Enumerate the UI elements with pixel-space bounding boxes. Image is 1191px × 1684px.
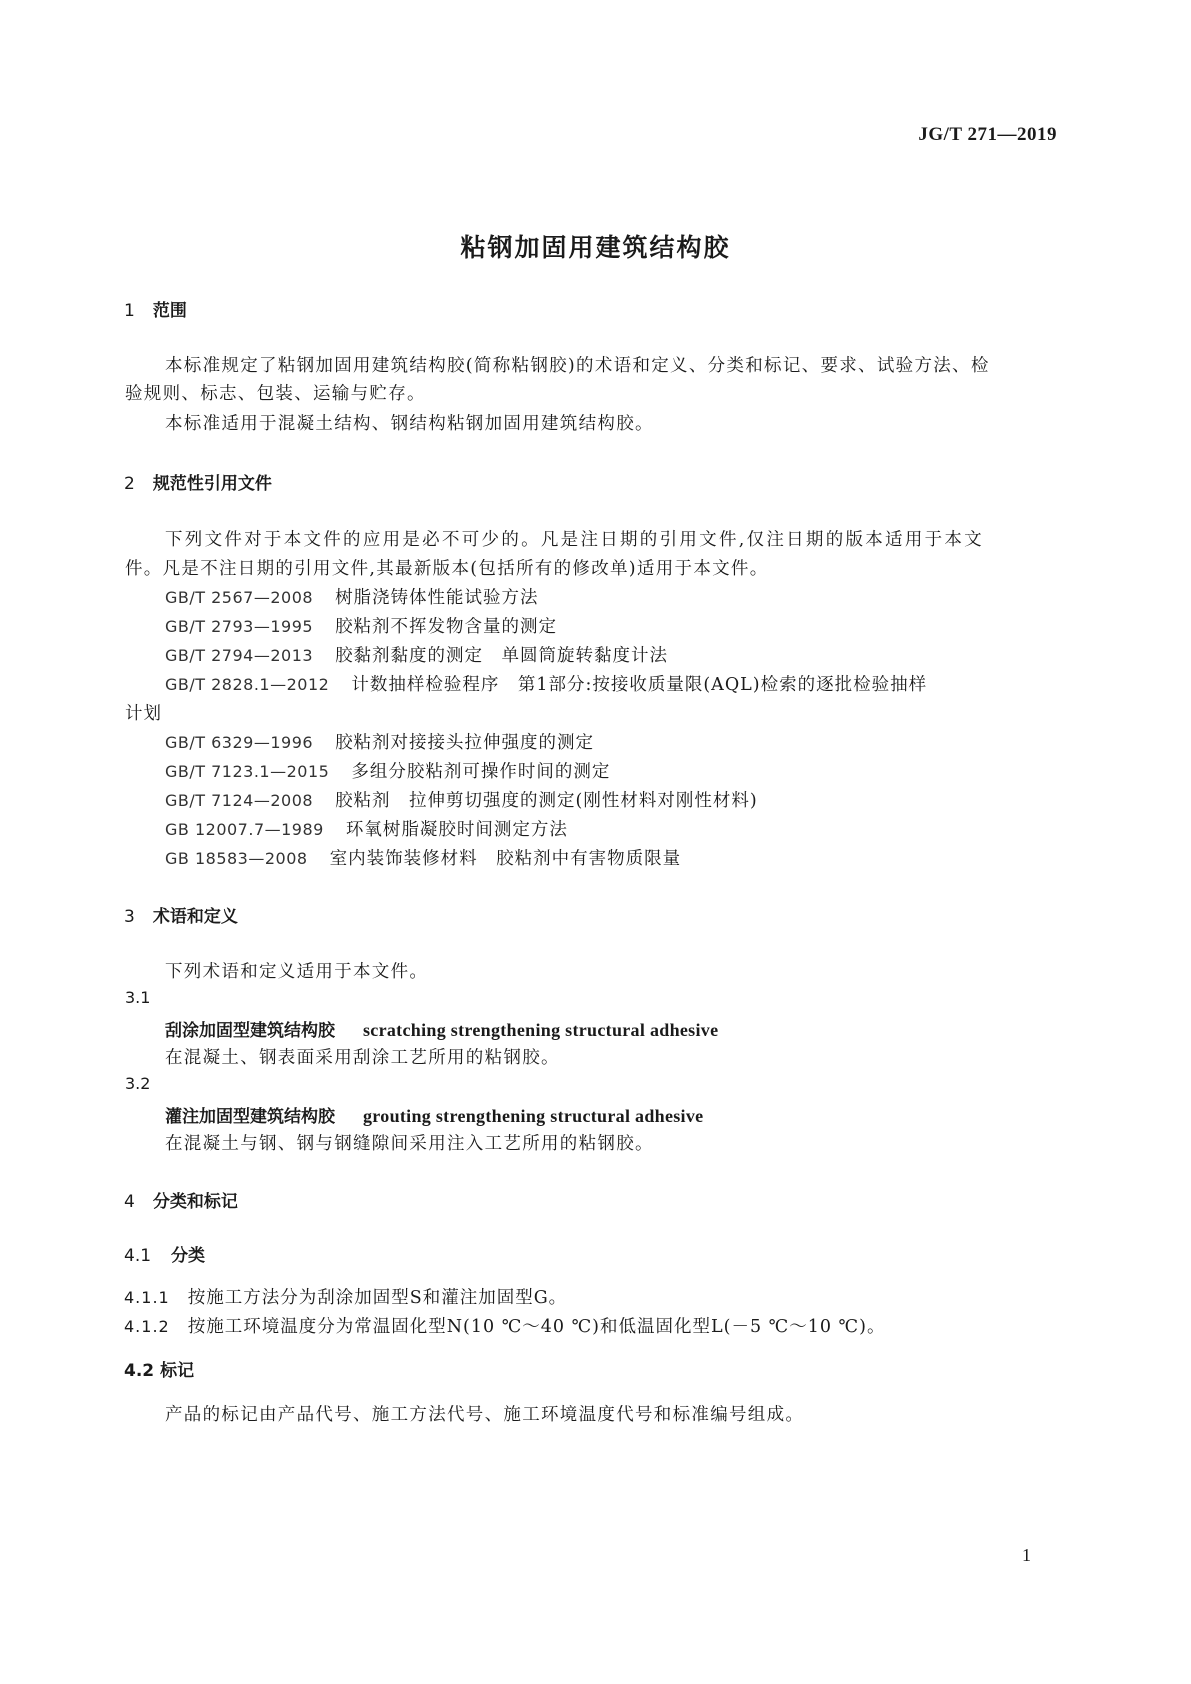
- clause-4-1-2: [124, 1313, 885, 1338]
- subsection-title: 分类: [171, 1246, 206, 1266]
- term-number: 3.2: [125, 1074, 151, 1093]
- term-english: grouting strengthening structural adhesive: [363, 1106, 704, 1126]
- scope-paragraph-2: 本标准适用于混凝土结构、钢结构粘钢加固用建筑结构胶。: [165, 414, 654, 434]
- term-chinese: 灌注加固型建筑结构胶: [165, 1107, 335, 1127]
- scope-paragraph-line-2: 验规则、标志、包装、运输与贮存。: [125, 384, 426, 404]
- section-number: 4: [124, 1192, 135, 1212]
- term-chinese: 刮涂加固型建筑结构胶: [165, 1021, 335, 1041]
- section-1-heading: [124, 296, 187, 321]
- section-2-heading: [124, 469, 272, 494]
- reference-code: GB/T 2793—1995: [165, 617, 314, 636]
- section-number: 2: [124, 474, 135, 494]
- subsection-4-2-heading: [124, 1356, 194, 1381]
- reference-item: [165, 729, 594, 754]
- reference-title: 胶黏剂黏度的测定 单圆筒旋转黏度计法: [335, 646, 669, 666]
- section-title: 术语和定义: [152, 907, 238, 927]
- reference-title: 室内装饰装修材料 胶粘剂中有害物质限量: [329, 849, 682, 869]
- reference-item: [165, 642, 668, 667]
- marking-paragraph: 产品的标记由产品代号、施工方法代号、施工环境温度代号和标准编号组成。: [165, 1405, 805, 1425]
- term-english: scratching strengthening structural adhesive: [363, 1020, 719, 1040]
- subsection-title: 标记: [160, 1361, 195, 1381]
- reference-title: 多组分胶粘剂可操作时间的测定: [351, 762, 611, 782]
- reference-title: 胶粘剂不挥发物含量的测定: [335, 617, 558, 637]
- clause-text: 按施工方法分为刮涂加固型S和灌注加固型G。: [187, 1288, 568, 1308]
- reference-item: [165, 671, 927, 696]
- reference-item: [165, 845, 681, 870]
- section-number: 3: [124, 907, 135, 927]
- reference-code: GB/T 2794—2013: [165, 646, 314, 665]
- subsection-4-1-heading: [124, 1241, 205, 1266]
- reference-item: [165, 816, 568, 841]
- terms-intro: 下列术语和定义适用于本文件。: [165, 962, 429, 982]
- scope-paragraph-line-1: 本标准规定了粘钢加固用建筑结构胶(简称粘钢胶)的术语和定义、分类和标记、要求、试验方法、检: [165, 356, 990, 376]
- term-definition: 在混凝土与钢、钢与钢缝隙间采用注入工艺所用的粘钢胶。: [165, 1134, 654, 1154]
- term-number: 3.1: [125, 988, 151, 1007]
- reference-title: 计数抽样检验程序 第1部分:按接收质量限(AQL)检索的逐批检验抽样: [351, 675, 928, 695]
- term-heading: [165, 1016, 718, 1041]
- subsection-number: 4.1: [124, 1246, 152, 1266]
- reference-title: 环氧树脂凝胶时间测定方法: [345, 820, 568, 840]
- page-number: 1: [1022, 1545, 1031, 1565]
- reference-title: 胶粘剂 拉伸剪切强度的测定(刚性材料对刚性材料): [335, 791, 758, 811]
- subsection-number: 4.2: [124, 1361, 155, 1381]
- reference-code: GB/T 6329—1996: [165, 733, 314, 752]
- references-intro-line-1: 下列文件对于本文件的应用是必不可少的。凡是注日期的引用文件,仅注日期的版本适用于本文: [165, 530, 983, 550]
- clause-4-1-1: [124, 1284, 567, 1309]
- clause-number: 4.1.1: [124, 1288, 170, 1307]
- reference-item-continuation: 计划: [125, 704, 162, 724]
- standard-code-header: JG/T 271—2019: [918, 124, 1057, 145]
- reference-item: [165, 758, 610, 783]
- reference-item: [165, 613, 557, 638]
- references-intro-line-2: 件。凡是不注日期的引用文件,其最新版本(包括所有的修改单)适用于本文件。: [125, 559, 769, 579]
- section-number: 1: [124, 301, 135, 321]
- term-definition: 在混凝土、钢表面采用刮涂工艺所用的粘钢胶。: [165, 1048, 560, 1068]
- section-title: 范围: [152, 301, 187, 321]
- reference-item: [165, 787, 758, 812]
- section-4-heading: [124, 1187, 238, 1212]
- clause-number: 4.1.2: [124, 1317, 170, 1336]
- reference-item: [165, 584, 539, 609]
- document-title: 粘钢加固用建筑结构胶: [460, 233, 731, 262]
- section-title: 规范性引用文件: [152, 474, 272, 494]
- reference-title: 胶粘剂对接接头拉伸强度的测定: [335, 733, 595, 753]
- section-title: 分类和标记: [152, 1192, 238, 1212]
- reference-code: GB/T 2567—2008: [165, 588, 314, 607]
- reference-title: 树脂浇铸体性能试验方法: [335, 588, 539, 608]
- reference-code: GB/T 7124—2008: [165, 791, 314, 810]
- section-3-heading: [124, 902, 238, 927]
- clause-text: 按施工环境温度分为常温固化型N(10 ℃～40 ℃)和低温固化型L(－5 ℃～10 ℃)。: [187, 1317, 886, 1337]
- reference-code: GB/T 7123.1—2015: [165, 762, 330, 781]
- term-heading: [165, 1102, 703, 1127]
- reference-code: GB 12007.7—1989: [165, 820, 324, 839]
- reference-code: GB/T 2828.1—2012: [165, 675, 330, 694]
- reference-code: GB 18583—2008: [165, 849, 308, 868]
